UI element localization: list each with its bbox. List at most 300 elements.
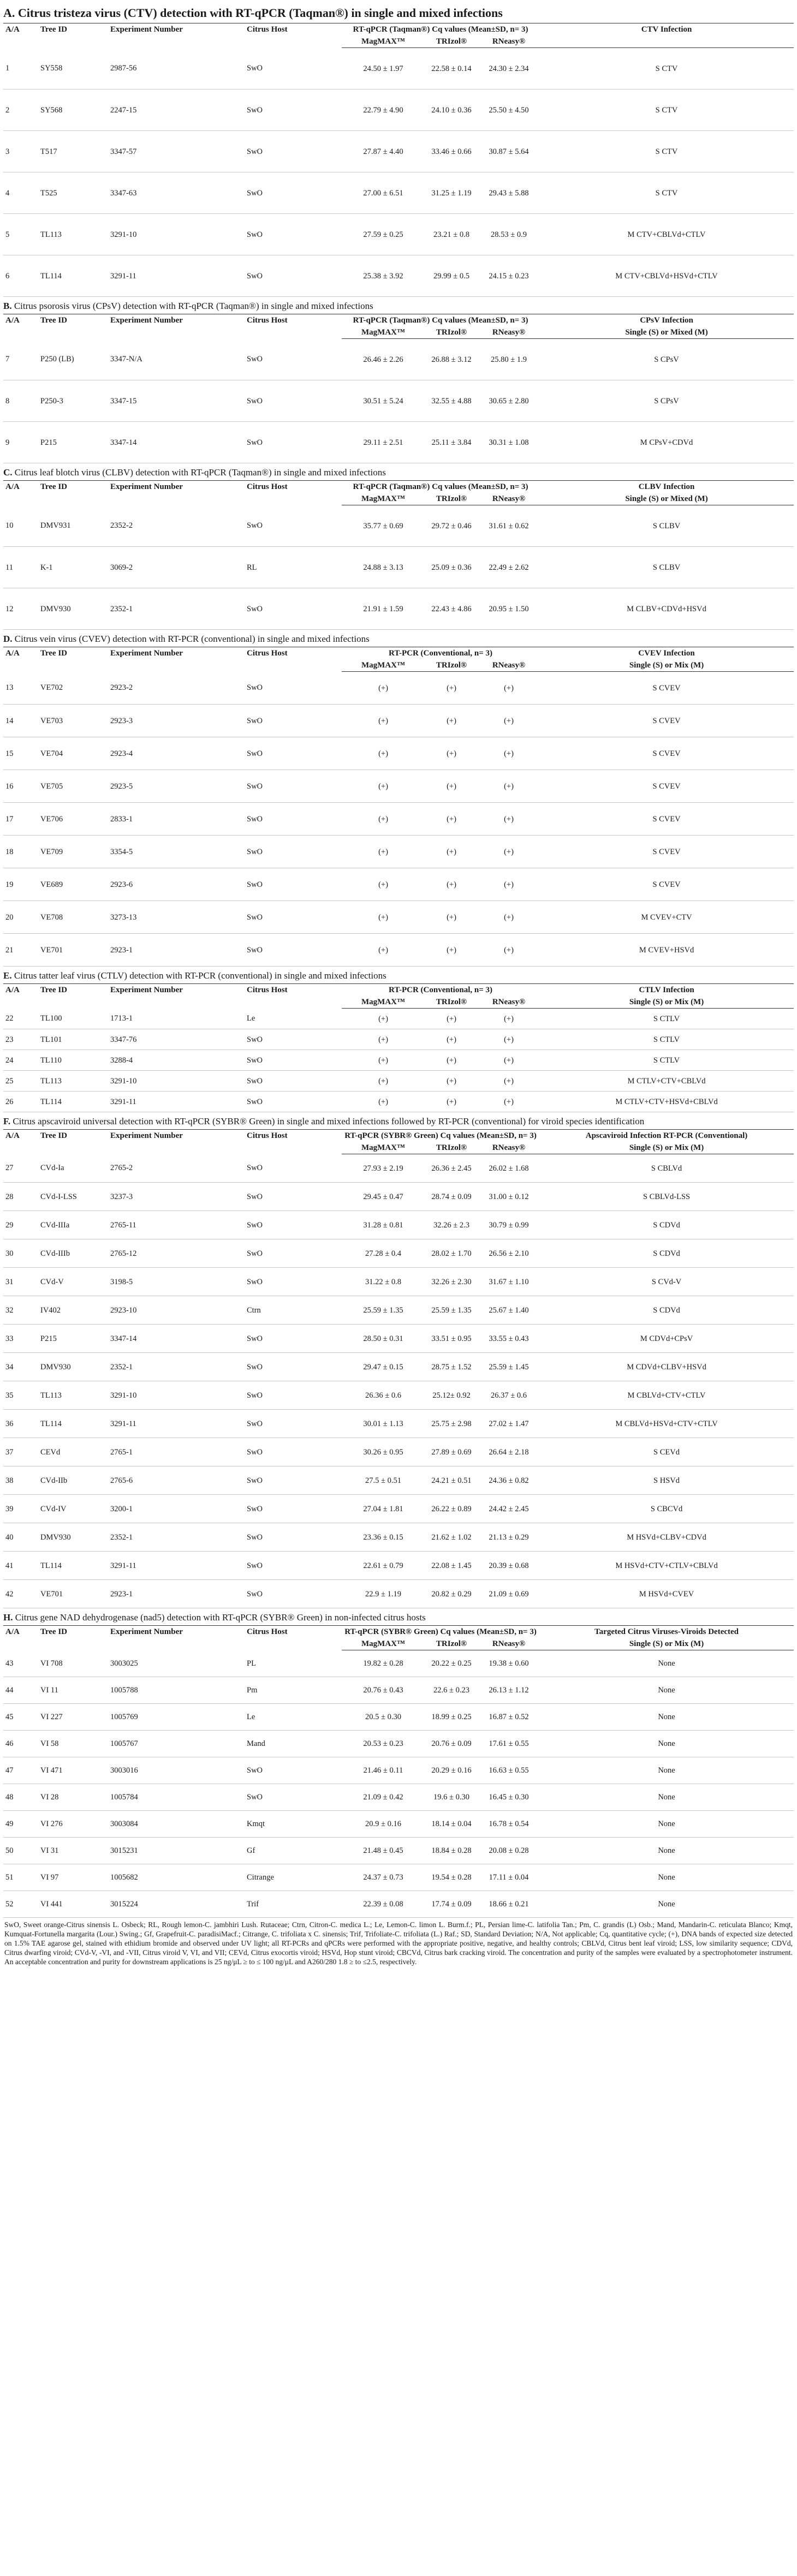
table-e bbox=[3, 983, 794, 1112]
table-cell: 33.51 ± 0.95 bbox=[425, 1325, 478, 1353]
table-cell: SwO bbox=[245, 339, 342, 380]
column-subheader bbox=[108, 326, 245, 339]
table-cell: SwO bbox=[245, 1211, 342, 1239]
table-cell: 3347-14 bbox=[108, 422, 245, 463]
table-cell: 2765-12 bbox=[108, 1239, 245, 1268]
column-subheader bbox=[108, 493, 245, 505]
table-cell: Kmqt bbox=[245, 1811, 342, 1838]
table-row bbox=[3, 836, 794, 868]
table-cell: 3069-2 bbox=[108, 547, 245, 588]
table-cell: 3291-11 bbox=[108, 1092, 245, 1112]
table-cell: 23.36 ± 0.15 bbox=[342, 1523, 425, 1552]
table-cell: (+) bbox=[342, 868, 425, 901]
table-row bbox=[3, 672, 794, 705]
table-cell: VE705 bbox=[38, 770, 108, 803]
column-header: Experiment Number bbox=[108, 647, 245, 660]
table-cell: DMV930 bbox=[38, 1523, 108, 1552]
table-cell: 26.22 ± 0.89 bbox=[425, 1495, 478, 1523]
table-cell: DMV930 bbox=[38, 588, 108, 630]
column-header: RT-qPCR (Taqman®) Cq values (Mean±SD, n= 3) bbox=[342, 23, 539, 36]
table-cell: Citrange bbox=[245, 1864, 342, 1891]
table-cell: 18 bbox=[3, 836, 38, 868]
table-cell: 16 bbox=[3, 770, 38, 803]
column-header: Tree ID bbox=[38, 647, 108, 660]
table-cell: TL101 bbox=[38, 1029, 108, 1050]
table-row bbox=[3, 1154, 794, 1183]
column-header: RT-qPCR (Taqman®) Cq values (Mean±SD, n= 3) bbox=[342, 481, 539, 493]
table-cell: 24.88 ± 3.13 bbox=[342, 547, 425, 588]
table-cell: T525 bbox=[38, 172, 108, 214]
table-row bbox=[3, 1239, 794, 1268]
column-subheader: TRIzol® bbox=[425, 326, 478, 339]
table-cell: 18.14 ± 0.04 bbox=[425, 1811, 478, 1838]
section-title-f bbox=[3, 1116, 794, 1127]
table-cell: 22.6 ± 0.23 bbox=[425, 1677, 478, 1704]
table-row bbox=[3, 505, 794, 547]
column-subheader: Single (S) or Mix (M) bbox=[539, 1638, 794, 1650]
column-header: RT-qPCR (Taqman®) Cq values (Mean±SD, n= 3) bbox=[342, 314, 539, 327]
column-subheader bbox=[108, 659, 245, 672]
table-row bbox=[3, 588, 794, 630]
table-cell: (+) bbox=[425, 1009, 478, 1029]
table-cell: (+) bbox=[425, 868, 478, 901]
table-row bbox=[3, 1552, 794, 1580]
table-cell: 28 bbox=[3, 1183, 38, 1211]
table-cell: SwO bbox=[245, 770, 342, 803]
table-cell: 2352-1 bbox=[108, 588, 245, 630]
table-cell: 24.50 ± 1.97 bbox=[342, 48, 425, 90]
table-cell: (+) bbox=[425, 901, 478, 934]
table-cell: S CTLV bbox=[539, 1009, 794, 1029]
table-cell: 20.76 ± 0.09 bbox=[425, 1731, 478, 1757]
table-cell: 23 bbox=[3, 1029, 38, 1050]
column-header: A/A bbox=[3, 984, 38, 997]
table-cell: (+) bbox=[478, 705, 539, 737]
table-cell: SwO bbox=[245, 934, 342, 967]
table-cell: (+) bbox=[342, 934, 425, 967]
column-subheader: Single (S) or Mix (M) bbox=[539, 659, 794, 672]
table-cell: 11 bbox=[3, 547, 38, 588]
table-cell: (+) bbox=[342, 1050, 425, 1071]
table-cell: 3003016 bbox=[108, 1757, 245, 1784]
table-cell: SwO bbox=[245, 214, 342, 255]
table-cell: S CVEV bbox=[539, 803, 794, 836]
table-cell: 31.61 ± 0.62 bbox=[478, 505, 539, 547]
column-subheader: RNeasy® bbox=[478, 996, 539, 1009]
table-cell: 16.87 ± 0.52 bbox=[478, 1704, 539, 1731]
table-cell: (+) bbox=[342, 737, 425, 770]
table-cell: SwO bbox=[245, 1784, 342, 1811]
table-cell: (+) bbox=[342, 836, 425, 868]
table-cell: None bbox=[539, 1757, 794, 1784]
table-row bbox=[3, 1410, 794, 1438]
table-cell: 25.80 ± 1.9 bbox=[478, 339, 539, 380]
table-cell: 3347-N/A bbox=[108, 339, 245, 380]
table-cell: None bbox=[539, 1677, 794, 1704]
table-cell: CVd-IIIb bbox=[38, 1239, 108, 1268]
table-cell: SwO bbox=[245, 1268, 342, 1296]
table-cell: 46 bbox=[3, 1731, 38, 1757]
table-cell: 31.28 ± 0.81 bbox=[342, 1211, 425, 1239]
section-label: H. bbox=[3, 1612, 13, 1623]
table-c bbox=[3, 480, 794, 630]
table-cell: 3291-11 bbox=[108, 255, 245, 297]
table-row bbox=[3, 1757, 794, 1784]
section-label: A. bbox=[3, 6, 15, 20]
table-cell: SwO bbox=[245, 1092, 342, 1112]
column-header: A/A bbox=[3, 1626, 38, 1638]
table-cell: 22.49 ± 2.62 bbox=[478, 547, 539, 588]
table-row bbox=[3, 1071, 794, 1092]
table-cell: 32.26 ± 2.3 bbox=[425, 1211, 478, 1239]
table-row bbox=[3, 1495, 794, 1523]
table-cell: 20.5 ± 0.30 bbox=[342, 1704, 425, 1731]
table-cell: 17.11 ± 0.04 bbox=[478, 1864, 539, 1891]
table-cell: VI 31 bbox=[38, 1838, 108, 1864]
column-subheader: MagMAX™ bbox=[342, 1142, 425, 1154]
table-cell: TL113 bbox=[38, 214, 108, 255]
column-subheader bbox=[3, 996, 38, 1009]
table-row bbox=[3, 1891, 794, 1918]
table-cell: 35.77 ± 0.69 bbox=[342, 505, 425, 547]
section-title-a bbox=[3, 5, 794, 21]
table-cell: 2923-1 bbox=[108, 934, 245, 967]
table-cell: S CTV bbox=[539, 131, 794, 172]
table-row bbox=[3, 1325, 794, 1353]
table-cell: 49 bbox=[3, 1811, 38, 1838]
table-cell: VE709 bbox=[38, 836, 108, 868]
column-subheader: MagMAX™ bbox=[342, 493, 425, 505]
table-cell: 3200-1 bbox=[108, 1495, 245, 1523]
table-cell: 19.6 ± 0.30 bbox=[425, 1784, 478, 1811]
table-cell: 2987-56 bbox=[108, 48, 245, 90]
table-cell: 1713-1 bbox=[108, 1009, 245, 1029]
table-cell: 24.36 ± 0.82 bbox=[478, 1466, 539, 1495]
table-cell: 30.31 ± 1.08 bbox=[478, 422, 539, 463]
table-cell: 2 bbox=[3, 90, 38, 131]
table-cell: 22.39 ± 0.08 bbox=[342, 1891, 425, 1918]
table-cell: 36 bbox=[3, 1410, 38, 1438]
table-cell: 31.67 ± 1.10 bbox=[478, 1268, 539, 1296]
table-cell: (+) bbox=[425, 1071, 478, 1092]
table-cell: S CVEV bbox=[539, 868, 794, 901]
table-cell: VE702 bbox=[38, 672, 108, 705]
table-cell: Trif bbox=[245, 1891, 342, 1918]
table-row bbox=[3, 255, 794, 297]
column-header: CTV Infection bbox=[539, 23, 794, 36]
column-subheader bbox=[3, 493, 38, 505]
table-cell: M CTLV+CTV+CBLVd bbox=[539, 1071, 794, 1092]
column-header: RT-PCR (Conventional, n= 3) bbox=[342, 984, 539, 997]
table-cell: 27.00 ± 6.51 bbox=[342, 172, 425, 214]
table-cell: 28.74 ± 0.09 bbox=[425, 1183, 478, 1211]
table-cell: 22.61 ± 0.79 bbox=[342, 1552, 425, 1580]
column-subheader bbox=[38, 996, 108, 1009]
table-cell: 22.9 ± 1.19 bbox=[342, 1580, 425, 1608]
column-header: RT-qPCR (SYBR® Green) Cq values (Mean±SD, n= 3) bbox=[342, 1626, 539, 1638]
table-cell: 43 bbox=[3, 1650, 38, 1677]
table-cell: CVd-Ia bbox=[38, 1154, 108, 1183]
table-cell: T517 bbox=[38, 131, 108, 172]
table-cell: Ctrn bbox=[245, 1296, 342, 1325]
table-cell: 22.58 ± 0.14 bbox=[425, 48, 478, 90]
table-cell: S HSVd bbox=[539, 1466, 794, 1495]
table-cell: (+) bbox=[478, 1009, 539, 1029]
table-cell: 25.59 ± 1.35 bbox=[425, 1296, 478, 1325]
table-cell: 14 bbox=[3, 705, 38, 737]
table-cell: S CDVd bbox=[539, 1296, 794, 1325]
table-cell: 4 bbox=[3, 172, 38, 214]
table-cell: M CVEV+HSVd bbox=[539, 934, 794, 967]
column-header: Citrus Host bbox=[245, 1626, 342, 1638]
table-cell: S CTLV bbox=[539, 1029, 794, 1050]
table-cell: 3 bbox=[3, 131, 38, 172]
table-cell: 21.91 ± 1.59 bbox=[342, 588, 425, 630]
table-cell: 24.37 ± 0.73 bbox=[342, 1864, 425, 1891]
table-cell: 25.11 ± 3.84 bbox=[425, 422, 478, 463]
table-cell: PL bbox=[245, 1650, 342, 1677]
column-header: A/A bbox=[3, 314, 38, 327]
table-cell: SwO bbox=[245, 672, 342, 705]
table-cell: 26.64 ± 2.18 bbox=[478, 1438, 539, 1466]
table-cell: 7 bbox=[3, 339, 38, 380]
table-cell: SwO bbox=[245, 172, 342, 214]
table-b bbox=[3, 314, 794, 463]
table-cell: S CBLVd bbox=[539, 1154, 794, 1183]
table-cell: Pm bbox=[245, 1677, 342, 1704]
table-cell: 48 bbox=[3, 1784, 38, 1811]
column-header: CLBV Infection bbox=[539, 481, 794, 493]
table-cell: 3291-10 bbox=[108, 214, 245, 255]
section-title-h bbox=[3, 1612, 794, 1623]
table-cell: (+) bbox=[342, 705, 425, 737]
table-f bbox=[3, 1129, 794, 1608]
table-cell: (+) bbox=[478, 836, 539, 868]
table-cell: S CPsV bbox=[539, 339, 794, 380]
table-cell: TL110 bbox=[38, 1050, 108, 1071]
column-subheader bbox=[539, 35, 794, 48]
table-cell: SwO bbox=[245, 1466, 342, 1495]
table-cell: (+) bbox=[478, 1050, 539, 1071]
tables-container bbox=[3, 5, 794, 1918]
table-cell: P215 bbox=[38, 1325, 108, 1353]
table-cell: 31.25 ± 1.19 bbox=[425, 172, 478, 214]
table-cell: 16.78 ± 0.54 bbox=[478, 1811, 539, 1838]
column-header: A/A bbox=[3, 23, 38, 36]
table-cell: VI 58 bbox=[38, 1731, 108, 1757]
column-subheader bbox=[3, 659, 38, 672]
table-cell: 3198-5 bbox=[108, 1268, 245, 1296]
table-footnote: SwO, Sweet orange-Citrus sinensis L. Osbeck; RL, Rough lemon-C. jambhiri Lush. Rutaceae; Ctrn, Citron-C. medica L.; Le, Lemon-C. limon L. Burm.f.; PL, Persian lime-C. latifolia Tan.; Pm, C. grandis (L) Osb.; Mand, Mandarin-C. reticulata Blanco; Kmqt, Kumquat-Fortunella margarita (Lour.) Swing.; Gf, Grapefruit-C. paradisiMacf.; Citrange, C. trifoliata x C. sinensis; Trif, Trifoliate-C. trifoliata (L.) Raf.; SD, Standard Deviation; N/A, Not applicable; Cq, quantitative cycle; (+), DNA bands of expected size detected on 1.5% TAE agarose gel, stained with ethidium bromide and observed under UV light; all RT-PCRs and qPCRs were performed with the appropriate positive, negative, and healthy controls; CBLVd, Citrus bent leaf viroid; LSS, low similarity sequence; CDVd, Citrus dwarfing viroid; CVd-V, -VI, and -VII, Citrus viroid V, VI, and VII; CEVd, Citrus exocortis viroid; HSVd, Hop stunt viroid; CBCVd, Citrus bark cracking viroid. The concentration and purity of the samples were evaluated by a spectrophotometer instrument. An acceptable concentration and purity for downstream applications is 25 ng/μL ≥ to ≤ 100 ng/μL and A260/280 1.8 ≥ to ≤2.5, respectively. bbox=[4, 1921, 793, 1966]
table-cell: 12 bbox=[3, 588, 38, 630]
table-row bbox=[3, 770, 794, 803]
table-cell: None bbox=[539, 1864, 794, 1891]
column-subheader bbox=[245, 659, 342, 672]
table-row bbox=[3, 1353, 794, 1381]
table-cell: 24 bbox=[3, 1050, 38, 1071]
table-cell: 3273-13 bbox=[108, 901, 245, 934]
table-row bbox=[3, 1296, 794, 1325]
table-cell: VE708 bbox=[38, 901, 108, 934]
table-cell: S CVEV bbox=[539, 705, 794, 737]
table-row bbox=[3, 1838, 794, 1864]
table-cell: S CVEV bbox=[539, 737, 794, 770]
table-cell: IV402 bbox=[38, 1296, 108, 1325]
table-cell: VI 97 bbox=[38, 1864, 108, 1891]
column-subheader: TRIzol® bbox=[425, 493, 478, 505]
table-cell: 21.09 ± 0.69 bbox=[478, 1580, 539, 1608]
table-cell: 20.39 ± 0.68 bbox=[478, 1552, 539, 1580]
column-subheader bbox=[38, 1142, 108, 1154]
table-cell: 30 bbox=[3, 1239, 38, 1268]
table-row bbox=[3, 380, 794, 422]
table-cell: 27.5 ± 0.51 bbox=[342, 1466, 425, 1495]
table-cell: 2923-4 bbox=[108, 737, 245, 770]
column-subheader bbox=[108, 1638, 245, 1650]
table-cell: 2923-5 bbox=[108, 770, 245, 803]
table-cell: CVd-V bbox=[38, 1268, 108, 1296]
column-subheader bbox=[108, 1142, 245, 1154]
column-subheader bbox=[38, 1638, 108, 1650]
table-cell: S CLBV bbox=[539, 547, 794, 588]
section-title-b bbox=[3, 300, 794, 312]
table-row bbox=[3, 1466, 794, 1495]
table-cell: SwO bbox=[245, 803, 342, 836]
table-cell: DMV931 bbox=[38, 505, 108, 547]
column-subheader: TRIzol® bbox=[425, 1142, 478, 1154]
table-cell: RL bbox=[245, 547, 342, 588]
column-header: Tree ID bbox=[38, 984, 108, 997]
table-row bbox=[3, 48, 794, 90]
table-cell: 24.30 ± 2.34 bbox=[478, 48, 539, 90]
column-subheader bbox=[245, 493, 342, 505]
column-header: Tree ID bbox=[38, 314, 108, 327]
column-subheader bbox=[245, 1142, 342, 1154]
table-cell: SwO bbox=[245, 1071, 342, 1092]
table-cell: 25.67 ± 1.40 bbox=[478, 1296, 539, 1325]
table-cell: 30.87 ± 5.64 bbox=[478, 131, 539, 172]
table-cell: (+) bbox=[425, 672, 478, 705]
table-cell: VE706 bbox=[38, 803, 108, 836]
table-row bbox=[3, 901, 794, 934]
table-cell: SwO bbox=[245, 868, 342, 901]
table-cell: 30.01 ± 1.13 bbox=[342, 1410, 425, 1438]
table-cell: 20.82 ± 0.29 bbox=[425, 1580, 478, 1608]
table-cell: None bbox=[539, 1731, 794, 1757]
table-cell: P250-3 bbox=[38, 380, 108, 422]
table-row bbox=[3, 1029, 794, 1050]
table-cell: 21.62 ± 1.02 bbox=[425, 1523, 478, 1552]
table-cell: 1005682 bbox=[108, 1864, 245, 1891]
section-title-text: Citrus gene NAD dehydrogenase (nad5) detection with RT-qPCR (SYBR® Green) in non-infected citrus hosts bbox=[15, 1612, 426, 1623]
table-cell: (+) bbox=[425, 1050, 478, 1071]
column-header: Experiment Number bbox=[108, 984, 245, 997]
table-cell: S CTV bbox=[539, 48, 794, 90]
table-cell: 44 bbox=[3, 1677, 38, 1704]
table-cell: 13 bbox=[3, 672, 38, 705]
column-header: Citrus Host bbox=[245, 1130, 342, 1142]
table-cell: 30.51 ± 5.24 bbox=[342, 380, 425, 422]
table-cell: 40 bbox=[3, 1523, 38, 1552]
table-cell: 51 bbox=[3, 1864, 38, 1891]
table-cell: 21 bbox=[3, 934, 38, 967]
table-cell: 24.21 ± 0.51 bbox=[425, 1466, 478, 1495]
table-cell: S CPsV bbox=[539, 380, 794, 422]
table-cell: 25.59 ± 1.35 bbox=[342, 1296, 425, 1325]
table-cell: SwO bbox=[245, 1183, 342, 1211]
table-cell: 18.66 ± 0.21 bbox=[478, 1891, 539, 1918]
table-cell: M CPsV+CDVd bbox=[539, 422, 794, 463]
table-cell: VI 28 bbox=[38, 1784, 108, 1811]
table-cell: (+) bbox=[425, 803, 478, 836]
table-cell: 26.56 ± 2.10 bbox=[478, 1239, 539, 1268]
section-title-c bbox=[3, 467, 794, 478]
table-cell: M HSVd+CVEV bbox=[539, 1580, 794, 1608]
table-cell: 3237-3 bbox=[108, 1183, 245, 1211]
table-cell: 20 bbox=[3, 901, 38, 934]
table-cell: 16.63 ± 0.55 bbox=[478, 1757, 539, 1784]
table-cell: 25.50 ± 4.50 bbox=[478, 90, 539, 131]
table-cell: SwO bbox=[245, 48, 342, 90]
table-cell: M CDVd+CLBV+HSVd bbox=[539, 1353, 794, 1381]
table-cell: 17.74 ± 0.09 bbox=[425, 1891, 478, 1918]
table-cell: 27 bbox=[3, 1154, 38, 1183]
table-cell: 21.46 ± 0.11 bbox=[342, 1757, 425, 1784]
table-cell: 3291-11 bbox=[108, 1410, 245, 1438]
table-cell: P250 (LB) bbox=[38, 339, 108, 380]
table-cell: 23.21 ± 0.8 bbox=[425, 214, 478, 255]
table-cell: 32 bbox=[3, 1296, 38, 1325]
table-cell: M CDVd+CPsV bbox=[539, 1325, 794, 1353]
table-cell: TL114 bbox=[38, 1552, 108, 1580]
table-cell: 3003025 bbox=[108, 1650, 245, 1677]
table-cell: 42 bbox=[3, 1580, 38, 1608]
table-cell: (+) bbox=[478, 901, 539, 934]
table-cell: M CTLV+CTV+HSVd+CBLVd bbox=[539, 1092, 794, 1112]
table-cell: (+) bbox=[478, 770, 539, 803]
table-cell: 28.75 ± 1.52 bbox=[425, 1353, 478, 1381]
column-header: A/A bbox=[3, 1130, 38, 1142]
table-cell: SwO bbox=[245, 1353, 342, 1381]
table-row bbox=[3, 1731, 794, 1757]
table-cell: SwO bbox=[245, 1029, 342, 1050]
table-cell: 19.54 ± 0.28 bbox=[425, 1864, 478, 1891]
table-cell: 1005767 bbox=[108, 1731, 245, 1757]
table-cell: 28.53 ± 0.9 bbox=[478, 214, 539, 255]
table-row bbox=[3, 1650, 794, 1677]
table-cell: 41 bbox=[3, 1552, 38, 1580]
table-row bbox=[3, 131, 794, 172]
table-cell: 18.99 ± 0.25 bbox=[425, 1704, 478, 1731]
table-cell: SwO bbox=[245, 1381, 342, 1410]
table-cell: 27.04 ± 1.81 bbox=[342, 1495, 425, 1523]
table-cell: (+) bbox=[478, 737, 539, 770]
section-title-text: Citrus leaf blotch virus (CLBV) detection with RT-qPCR (Taqman®) in single and mixed infections bbox=[14, 467, 386, 478]
table-cell: 22.08 ± 1.45 bbox=[425, 1552, 478, 1580]
table-cell: 34 bbox=[3, 1353, 38, 1381]
column-subheader: MagMAX™ bbox=[342, 35, 425, 48]
table-cell: SwO bbox=[245, 901, 342, 934]
table-cell: S CVEV bbox=[539, 836, 794, 868]
column-subheader bbox=[245, 1638, 342, 1650]
table-cell: (+) bbox=[478, 803, 539, 836]
column-subheader bbox=[3, 1638, 38, 1650]
table-cell: 29.99 ± 0.5 bbox=[425, 255, 478, 297]
table-cell: (+) bbox=[342, 901, 425, 934]
table-cell: 2352-1 bbox=[108, 1353, 245, 1381]
table-cell: (+) bbox=[478, 934, 539, 967]
column-header: Citrus Host bbox=[245, 984, 342, 997]
